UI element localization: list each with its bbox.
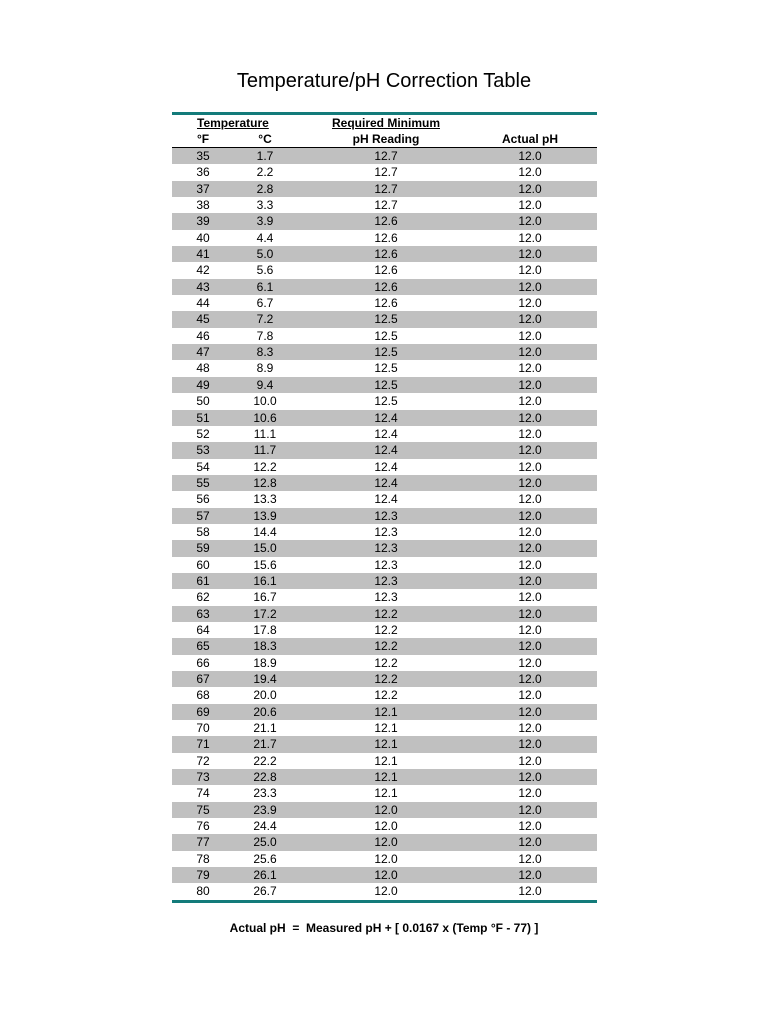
table-row [172, 164, 597, 180]
cell-actual-ph: 12.0 [518, 165, 542, 180]
cell-fahrenheit: 52 [196, 426, 210, 441]
cell-fahrenheit: 42 [196, 263, 210, 278]
cell-actual-ph: 12.0 [518, 508, 542, 523]
cell-celsius: 20.6 [253, 704, 277, 719]
cell-required-ph: 12.7 [374, 181, 398, 196]
cell-required-ph: 12.5 [374, 345, 398, 360]
cell-required-ph: 12.3 [374, 524, 398, 539]
cell-required-ph: 12.4 [374, 410, 398, 425]
cell-celsius: 7.8 [256, 328, 274, 343]
table-row [172, 851, 597, 867]
cell-required-ph: 12.6 [374, 263, 398, 278]
cell-celsius: 4.4 [256, 230, 274, 245]
cell-actual-ph: 12.0 [518, 802, 542, 817]
cell-fahrenheit: 80 [196, 884, 210, 899]
table-row [172, 720, 597, 736]
cell-celsius: 15.0 [253, 541, 277, 556]
cell-actual-ph: 12.0 [518, 312, 542, 327]
cell-fahrenheit: 69 [196, 704, 210, 719]
cell-celsius: 9.4 [256, 377, 274, 392]
cell-actual-ph: 12.0 [518, 786, 542, 801]
header-celsius: °C [258, 132, 272, 146]
cell-celsius: 15.6 [253, 557, 277, 572]
cell-actual-ph: 12.0 [518, 819, 542, 834]
table-row [172, 589, 597, 605]
cell-celsius: 16.1 [253, 573, 277, 588]
cell-fahrenheit: 57 [196, 508, 210, 523]
cell-fahrenheit: 61 [196, 573, 210, 588]
cell-fahrenheit: 48 [196, 361, 210, 376]
cell-celsius: 22.2 [253, 753, 277, 768]
cell-actual-ph: 12.0 [518, 770, 542, 785]
cell-fahrenheit: 44 [196, 296, 210, 311]
cell-actual-ph: 12.0 [518, 541, 542, 556]
cell-fahrenheit: 45 [196, 312, 210, 327]
table-row [172, 344, 597, 360]
cell-required-ph: 12.3 [374, 508, 398, 523]
cell-celsius: 5.0 [256, 247, 274, 262]
table-row [172, 328, 597, 344]
cell-actual-ph: 12.0 [518, 639, 542, 654]
cell-required-ph: 12.6 [374, 214, 398, 229]
cell-required-ph: 12.5 [374, 328, 398, 343]
cell-celsius: 21.1 [253, 721, 277, 736]
cell-fahrenheit: 47 [196, 345, 210, 360]
header-actual-ph: Actual pH [501, 132, 558, 146]
cell-actual-ph: 12.0 [518, 296, 542, 311]
cell-required-ph: 12.6 [374, 279, 398, 294]
cell-required-ph: 12.4 [374, 475, 398, 490]
table-row [172, 459, 597, 475]
cell-actual-ph: 12.0 [518, 361, 542, 376]
cell-required-ph: 12.2 [374, 688, 398, 703]
cell-celsius: 2.8 [256, 181, 274, 196]
cell-actual-ph: 12.0 [518, 851, 542, 866]
cell-celsius: 26.1 [253, 868, 277, 883]
cell-celsius: 18.3 [253, 639, 277, 654]
table-row [172, 883, 597, 899]
cell-required-ph: 12.7 [374, 165, 398, 180]
cell-actual-ph: 12.0 [518, 721, 542, 736]
cell-actual-ph: 12.0 [518, 835, 542, 850]
cell-celsius: 21.7 [253, 737, 277, 752]
header-required-minimum: Required Minimum [331, 116, 440, 130]
cell-required-ph: 12.7 [374, 198, 398, 213]
cell-fahrenheit: 71 [196, 737, 210, 752]
cell-actual-ph: 12.0 [518, 377, 542, 392]
table-row [172, 426, 597, 442]
cell-actual-ph: 12.0 [518, 868, 542, 883]
cell-required-ph: 12.1 [374, 704, 398, 719]
table-row [172, 524, 597, 540]
header-fahrenheit: °F [197, 132, 210, 146]
correction-table [172, 112, 597, 903]
cell-actual-ph: 12.0 [518, 345, 542, 360]
cell-actual-ph: 12.0 [518, 394, 542, 409]
cell-celsius: 14.4 [253, 524, 277, 539]
cell-required-ph: 12.3 [374, 541, 398, 556]
cell-actual-ph: 12.0 [518, 410, 542, 425]
cell-fahrenheit: 77 [196, 835, 210, 850]
cell-actual-ph: 12.0 [518, 230, 542, 245]
page-title: Temperature/pH Correction Table [236, 70, 532, 92]
table-row [172, 655, 597, 671]
cell-required-ph: 12.1 [374, 737, 398, 752]
table-row [172, 410, 597, 426]
cell-required-ph: 12.3 [374, 573, 398, 588]
cell-required-ph: 12.5 [374, 377, 398, 392]
table-row [172, 360, 597, 376]
cell-fahrenheit: 76 [196, 819, 210, 834]
cell-fahrenheit: 74 [196, 786, 210, 801]
cell-celsius: 7.2 [256, 312, 274, 327]
cell-actual-ph: 12.0 [518, 704, 542, 719]
cell-actual-ph: 12.0 [518, 737, 542, 752]
cell-celsius: 13.9 [253, 508, 277, 523]
table-row [172, 295, 597, 311]
table-row [172, 622, 597, 638]
cell-fahrenheit: 56 [196, 492, 210, 507]
cell-required-ph: 12.2 [374, 672, 398, 686]
cell-required-ph: 12.4 [374, 459, 398, 474]
table-row [172, 834, 597, 850]
table-row [172, 687, 597, 703]
cell-celsius: 11.7 [253, 443, 277, 458]
cell-fahrenheit: 68 [196, 688, 210, 703]
cell-required-ph: 12.4 [374, 426, 398, 441]
cell-celsius: 20.0 [253, 688, 277, 703]
table-row [172, 753, 597, 769]
cell-actual-ph: 12.0 [518, 688, 542, 703]
cell-actual-ph: 12.0 [518, 753, 542, 768]
cell-celsius: 6.1 [256, 279, 274, 294]
cell-fahrenheit: 66 [196, 655, 210, 670]
cell-celsius: 12.8 [253, 475, 277, 490]
cell-actual-ph: 12.0 [518, 149, 542, 163]
cell-required-ph: 12.2 [374, 639, 398, 654]
cell-actual-ph: 12.0 [518, 622, 542, 637]
table-row [172, 491, 597, 507]
cell-required-ph: 12.5 [374, 394, 398, 409]
cell-fahrenheit: 73 [196, 770, 210, 785]
table-row [172, 213, 597, 229]
cell-fahrenheit: 46 [196, 328, 210, 343]
cell-fahrenheit: 40 [196, 230, 210, 245]
table-row [172, 442, 597, 458]
cell-actual-ph: 12.0 [518, 884, 542, 899]
cell-actual-ph: 12.0 [518, 655, 542, 670]
table-row [172, 557, 597, 573]
cell-fahrenheit: 49 [196, 377, 210, 392]
cell-required-ph: 12.6 [374, 247, 398, 262]
cell-fahrenheit: 75 [196, 802, 210, 817]
cell-required-ph: 12.1 [374, 786, 398, 801]
table-row [172, 262, 597, 278]
table-row [172, 736, 597, 752]
cell-celsius: 17.2 [253, 606, 277, 621]
table-row [172, 230, 597, 246]
cell-fahrenheit: 63 [196, 606, 210, 621]
cell-fahrenheit: 54 [196, 459, 210, 474]
cell-actual-ph: 12.0 [518, 263, 542, 278]
cell-fahrenheit: 50 [196, 394, 210, 409]
table-header [172, 115, 597, 148]
cell-celsius: 26.7 [253, 884, 277, 899]
cell-fahrenheit: 39 [196, 214, 210, 229]
cell-celsius: 13.3 [253, 492, 277, 507]
cell-required-ph: 12.0 [374, 802, 398, 817]
cell-celsius: 10.6 [253, 410, 277, 425]
cell-celsius: 11.1 [253, 426, 277, 441]
table-row [172, 246, 597, 262]
cell-fahrenheit: 62 [196, 590, 210, 605]
cell-required-ph: 12.6 [374, 296, 398, 311]
cell-celsius: 2.2 [256, 165, 274, 180]
cell-required-ph: 12.0 [374, 851, 398, 866]
cell-required-ph: 12.1 [374, 753, 398, 768]
cell-required-ph: 12.0 [374, 884, 398, 899]
table-row [172, 785, 597, 801]
cell-celsius: 1.7 [256, 149, 274, 163]
table-row [172, 638, 597, 654]
cell-celsius: 18.9 [253, 655, 277, 670]
cell-required-ph: 12.3 [374, 557, 398, 572]
cell-actual-ph: 12.0 [518, 279, 542, 294]
table-row [172, 769, 597, 785]
cell-actual-ph: 12.0 [518, 590, 542, 605]
cell-required-ph: 12.0 [374, 835, 398, 850]
cell-required-ph: 12.0 [374, 868, 398, 883]
cell-actual-ph: 12.0 [518, 606, 542, 621]
cell-actual-ph: 12.0 [518, 443, 542, 458]
cell-actual-ph: 12.0 [518, 328, 542, 343]
cell-required-ph: 12.0 [374, 819, 398, 834]
cell-actual-ph: 12.0 [518, 573, 542, 588]
cell-celsius: 6.7 [256, 296, 274, 311]
cell-actual-ph: 12.0 [518, 247, 542, 262]
cell-fahrenheit: 36 [196, 165, 210, 180]
cell-celsius: 12.2 [253, 459, 277, 474]
cell-required-ph: 12.6 [374, 230, 398, 245]
cell-fahrenheit: 41 [196, 247, 210, 262]
cell-actual-ph: 12.0 [518, 557, 542, 572]
cell-required-ph: 12.3 [374, 590, 398, 605]
table-row [172, 197, 597, 213]
cell-actual-ph: 12.0 [518, 459, 542, 474]
cell-celsius: 3.3 [256, 198, 274, 213]
table-row [172, 279, 597, 295]
table-row [172, 475, 597, 491]
cell-required-ph: 12.1 [374, 721, 398, 736]
cell-required-ph: 12.1 [374, 770, 398, 785]
cell-celsius: 8.9 [256, 361, 274, 376]
table-row [172, 867, 597, 883]
table-row [172, 377, 597, 393]
table-row [172, 393, 597, 409]
table-row [172, 311, 597, 327]
cell-required-ph: 12.5 [374, 361, 398, 376]
cell-fahrenheit: 58 [196, 524, 210, 539]
cell-fahrenheit: 53 [196, 443, 210, 458]
cell-celsius: 23.3 [253, 786, 277, 801]
table-row [172, 818, 597, 834]
cell-actual-ph: 12.0 [518, 214, 542, 229]
cell-required-ph: 12.7 [374, 149, 398, 163]
cell-actual-ph: 12.0 [518, 181, 542, 196]
cell-celsius: 10.0 [253, 394, 277, 409]
cell-celsius: 5.6 [256, 263, 274, 278]
table-row [172, 704, 597, 720]
cell-fahrenheit: 78 [196, 851, 210, 866]
cell-celsius: 25.0 [253, 835, 277, 850]
table-row [172, 540, 597, 556]
cell-required-ph: 12.2 [374, 606, 398, 621]
table-row [172, 181, 597, 197]
cell-fahrenheit: 51 [196, 410, 210, 425]
header-temperature: Temperature [197, 116, 269, 130]
cell-actual-ph: 12.0 [518, 492, 542, 507]
cell-fahrenheit: 60 [196, 557, 210, 572]
cell-fahrenheit: 67 [196, 672, 210, 686]
cell-actual-ph: 12.0 [518, 198, 542, 213]
cell-fahrenheit: 59 [196, 541, 210, 556]
table-body [172, 148, 597, 900]
cell-actual-ph: 12.0 [518, 672, 542, 686]
cell-fahrenheit: 35 [196, 149, 210, 163]
cell-celsius: 16.7 [253, 590, 277, 605]
cell-actual-ph: 12.0 [518, 475, 542, 490]
cell-fahrenheit: 55 [196, 475, 210, 490]
table-row [172, 573, 597, 589]
cell-required-ph: 12.5 [374, 312, 398, 327]
cell-actual-ph: 12.0 [518, 426, 542, 441]
cell-fahrenheit: 38 [196, 198, 210, 213]
cell-fahrenheit: 37 [196, 181, 210, 196]
table-row [172, 671, 597, 687]
cell-fahrenheit: 64 [196, 622, 210, 637]
table-row [172, 606, 597, 622]
cell-required-ph: 12.2 [374, 622, 398, 637]
cell-fahrenheit: 79 [196, 868, 210, 883]
cell-fahrenheit: 72 [196, 753, 210, 768]
cell-actual-ph: 12.0 [518, 524, 542, 539]
cell-celsius: 8.3 [256, 345, 274, 360]
cell-celsius: 25.6 [253, 851, 277, 866]
cell-celsius: 24.4 [253, 819, 277, 834]
cell-required-ph: 12.4 [374, 443, 398, 458]
cell-fahrenheit: 65 [196, 639, 210, 654]
cell-celsius: 22.8 [253, 770, 277, 785]
header-ph-reading: pH Reading [352, 132, 420, 146]
correction-formula: Actual pH = Measured pH + [ 0.0167 x (Temp °F - 77) ] [229, 921, 539, 935]
table-row [172, 148, 597, 164]
cell-fahrenheit: 70 [196, 721, 210, 736]
cell-celsius: 19.4 [253, 672, 277, 686]
cell-fahrenheit: 43 [196, 279, 210, 294]
cell-celsius: 23.9 [253, 802, 277, 817]
cell-required-ph: 12.4 [374, 492, 398, 507]
cell-required-ph: 12.2 [374, 655, 398, 670]
table-row [172, 802, 597, 818]
cell-celsius: 17.8 [253, 622, 277, 637]
cell-celsius: 3.9 [256, 214, 274, 229]
table-row [172, 508, 597, 524]
